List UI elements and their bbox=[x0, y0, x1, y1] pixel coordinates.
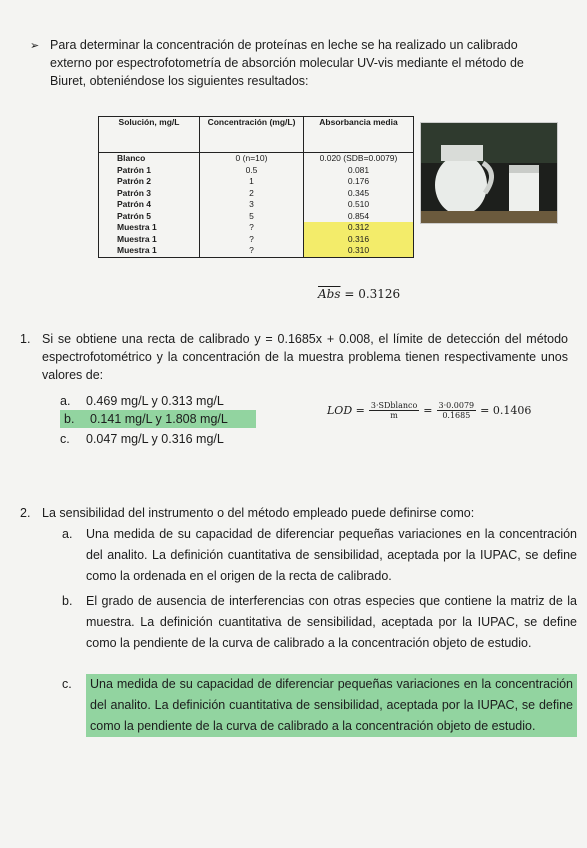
option-label: a. bbox=[60, 394, 71, 408]
highlighted-sample-abs: 0.312 bbox=[304, 222, 413, 234]
arrow-bullet-icon: ➢ bbox=[30, 40, 40, 52]
intro-paragraph bbox=[30, 36, 558, 90]
question-2-number: 2. bbox=[20, 506, 31, 520]
option-text: Una medida de su capacidad de diferenciar pequeñas variaciones en la concentración del analito. La definición cuantitativa de sensibilidad, aceptada por la IUPAC, se define como la ordenada en el origen de la recta de calibrado. bbox=[86, 527, 577, 583]
q2-option-a[interactable] bbox=[62, 524, 577, 587]
lod-fraction-numeric: $\frac{3\cdot 0.0079}{0.1685}$ bbox=[438, 401, 475, 420]
option-label: a. bbox=[62, 527, 73, 541]
q1-option-c[interactable] bbox=[60, 430, 224, 448]
milk-photo bbox=[420, 122, 558, 224]
q1-option-a[interactable] bbox=[60, 392, 224, 410]
header-solucion: Solución, mg/L bbox=[99, 117, 200, 153]
option-text: 0.141 mg/L y 1.808 mg/L bbox=[90, 412, 228, 426]
lod-formula bbox=[327, 401, 531, 420]
lod-fraction-symbolic: $\frac{\text{3·SDblanco}}{m}$ bbox=[370, 401, 418, 420]
option-text: 0.469 mg/L y 0.313 mg/L bbox=[86, 394, 224, 408]
option-label: b. bbox=[62, 594, 73, 608]
q2-option-b[interactable] bbox=[62, 591, 577, 654]
option-text: Una medida de su capacidad de diferenciar pequeñas variaciones en la concentración del analito. La definición cuantitativa de sensibilidad, aceptada por la IUPAC, se define como la pendiente de la curva de calibrado a la concentración objeto de estudio. bbox=[86, 674, 577, 737]
q1-option-b-correct[interactable] bbox=[60, 410, 256, 428]
intro-text: Para determinar la concentración de proteínas en leche se ha realizado un calibrado externo por espectrofotometría de absorción molecular UV-vis mediante el método de Biuret, obteniéndose los siguientes resultados: bbox=[50, 38, 524, 88]
abs-symbol: $\overline{Abs}$ bbox=[318, 287, 341, 301]
highlighted-sample-abs: 0.310 bbox=[304, 245, 413, 257]
table-cell-concentracion: 0 (n=10) 0.5 1 2 3 5 ? ? ? bbox=[200, 153, 304, 258]
option-label: c. bbox=[60, 432, 70, 446]
option-label: b. bbox=[64, 412, 75, 426]
header-absorbancia: Absorbancia media bbox=[304, 117, 414, 153]
question-1-number: 1. bbox=[20, 332, 31, 346]
question-2 bbox=[20, 504, 568, 522]
lod-result: = 0.1406 bbox=[480, 404, 532, 417]
highlighted-sample-abs: 0.316 bbox=[304, 234, 413, 246]
table-cell-solucion: Blanco Patrón 1 Patrón 2 Patrón 3 Patrón 4 Patrón 5 Muestra 1 Muestra 1 Muestra 1 bbox=[99, 153, 200, 258]
option-text: 0.047 mg/L y 0.316 mg/L bbox=[86, 432, 224, 446]
option-label: c. bbox=[62, 677, 72, 691]
lod-equals: = bbox=[423, 404, 433, 417]
table-cell-absorbancia: 0.020 (SDB=0.0079) 0.081 0.176 0.345 0.510 0.854 0.312 0.316 0.310 bbox=[304, 153, 414, 258]
results-table bbox=[98, 116, 414, 258]
question-2-text: La sensibilidad del instrumento o del método empleado puede definirse como: bbox=[42, 506, 475, 520]
abs-mean-value: = 0.3126 bbox=[340, 287, 401, 301]
lod-lhs: LOD = bbox=[327, 404, 365, 417]
results-table-body bbox=[99, 153, 414, 258]
header-concentracion: Concentración (mg/L) bbox=[200, 117, 304, 153]
q2-option-c-correct[interactable] bbox=[62, 674, 577, 737]
question-1 bbox=[20, 330, 568, 384]
mean-absorbance bbox=[318, 287, 400, 301]
question-1-text: Si se obtiene una recta de calibrado y = 0.1685x + 0.008, el límite de detección del método espectrofotométrico y la concentración de la muestra problema tienen respectivamente unos valores de: bbox=[42, 332, 568, 382]
option-text: El grado de ausencia de interferencias con otras especies que contiene la matriz de la muestra. La definición cuantitativa de sensibilidad, aceptada por la IUPAC, se define como la pendiente de la curva de calibrado a la concentración objeto de estudio. bbox=[86, 594, 577, 650]
milk-jug-glass-image bbox=[421, 123, 557, 223]
